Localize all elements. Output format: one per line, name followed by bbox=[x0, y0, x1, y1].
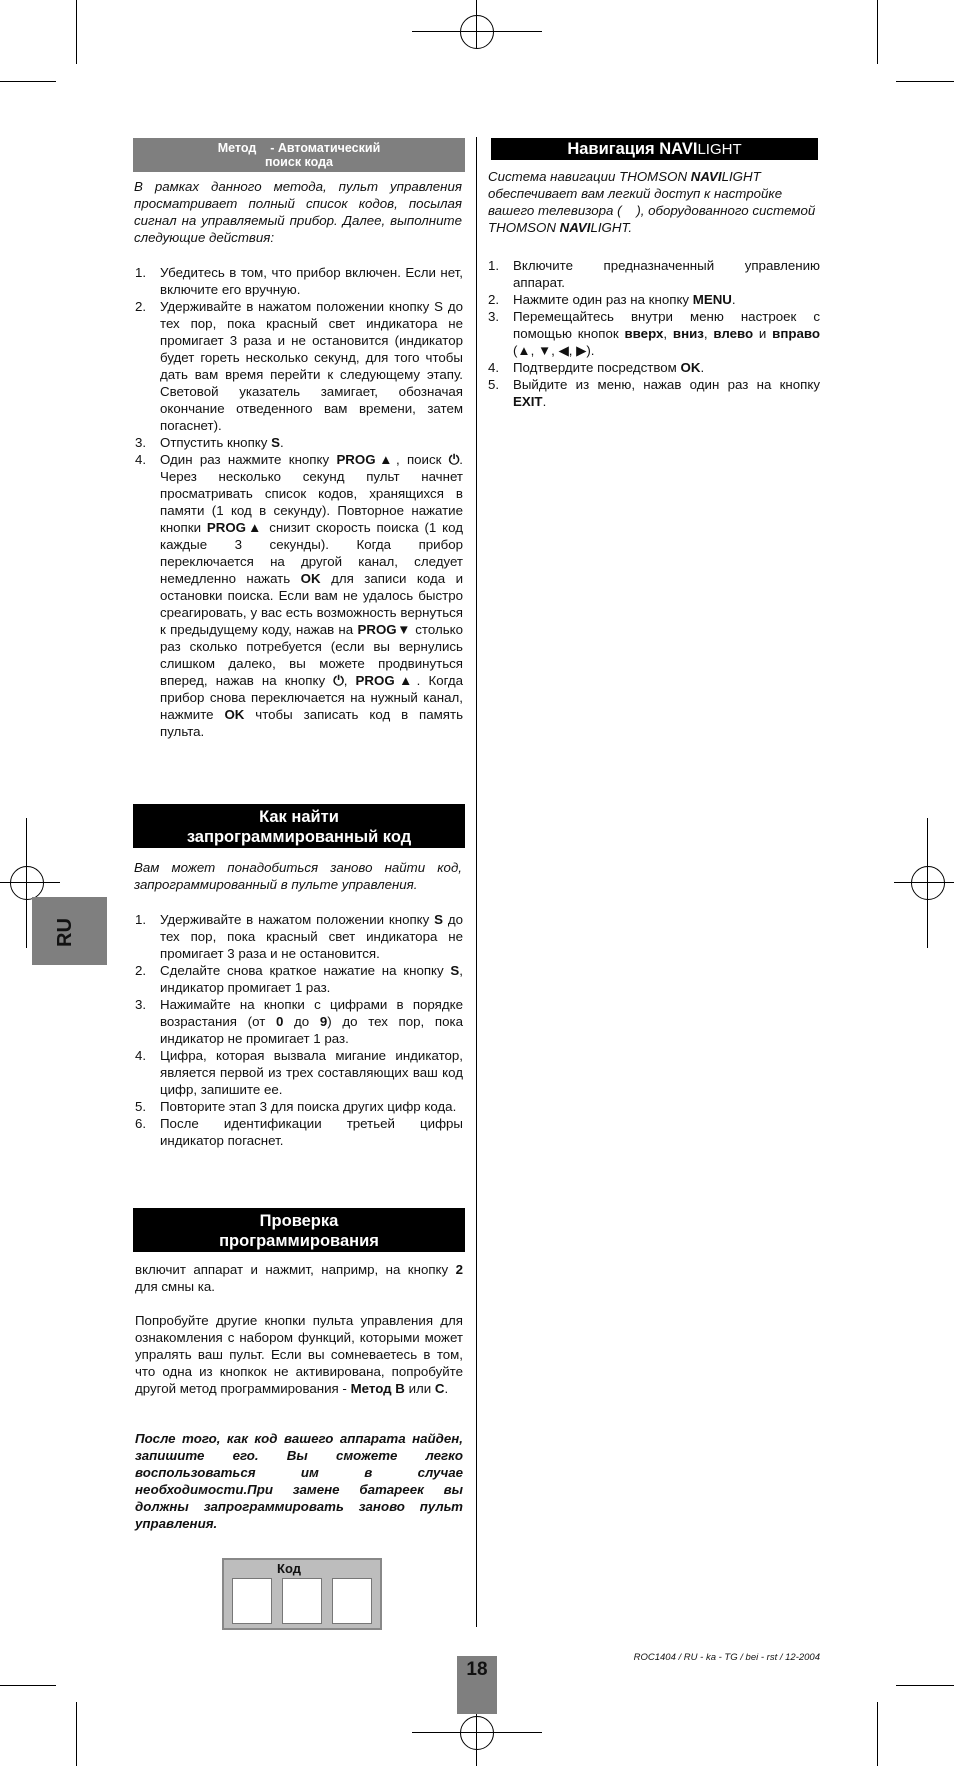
list-item: 3. Отпустить кнопку S. bbox=[135, 435, 284, 450]
footer-reference: ROC1404 / RU - ka - TG / bei - rst / 12-2004 bbox=[633, 1652, 820, 1663]
check-paragraph-2: Попробуйте другие кнопки пульта управления для ознакомления с набором функций, которыми может упралять ваш пульт. Если вы сомневаетесь в том, что одна из кнопкок не активирована, попробуйте другой метод программирования - Метод B или C. bbox=[135, 1313, 463, 1396]
method-a-header bbox=[133, 138, 465, 172]
check-header bbox=[133, 1208, 465, 1252]
find-code-title-line1: Как найти bbox=[259, 808, 339, 826]
registration-mark bbox=[26, 818, 27, 948]
crop-mark bbox=[0, 81, 56, 82]
registration-mark bbox=[412, 1732, 542, 1733]
registration-mark bbox=[10, 866, 44, 900]
code-box bbox=[222, 1558, 382, 1630]
registration-mark bbox=[476, 0, 477, 48]
code-digit-cell bbox=[282, 1578, 322, 1624]
list-item: 1. Включите предназначенный управлению аппарат. bbox=[488, 258, 820, 290]
column-divider bbox=[476, 137, 477, 1627]
method-a-intro: В рамках данного метода, пульт управления просматривает полный список кодов, посылая сигнал на управляемый прибор. Далее, выполните следующие действия: bbox=[134, 179, 462, 245]
check-title-line2: программирования bbox=[219, 1232, 379, 1250]
crop-mark bbox=[896, 81, 954, 82]
crop-mark bbox=[76, 0, 77, 64]
navi-title-prefix: Навигация bbox=[567, 140, 660, 158]
registration-mark bbox=[460, 15, 494, 49]
registration-mark bbox=[894, 882, 954, 883]
check-paragraph-1: включит аппарат и нажмит, напримр, на кнопку 2 для смны ка. bbox=[135, 1262, 463, 1294]
navi-title-bold: NAVI bbox=[659, 140, 698, 158]
list-item: 3. Нажимайте на кнопки с цифрами в порядке возрастания (от 0 до 9) до тех пор, пока индикатор не промигает 1 раз. bbox=[135, 997, 464, 1046]
find-code-intro: Вам может понадобиться заново найти код, запрограммированный в пульте управления. bbox=[134, 860, 462, 892]
navi-title-light: LIGHT bbox=[697, 141, 742, 158]
registration-mark bbox=[911, 866, 945, 900]
list-item: 5. Выйдите из меню, нажав один раз на кнопку EXIT. bbox=[488, 377, 820, 409]
code-box-label: Код bbox=[277, 1561, 301, 1576]
find-code-header bbox=[133, 804, 465, 848]
method-a-title-line1: Метод - Автоматический bbox=[217, 141, 381, 155]
check-title-line1: Проверка bbox=[259, 1212, 339, 1230]
list-item: 1. Убедитесь в том, что прибор включен. Если нет, включите его вручную. bbox=[135, 265, 463, 297]
list-item: 2. Нажмите один раз на кнопку MENU. bbox=[488, 292, 736, 307]
list-item: 4. Один раз нажмите кнопку PROG▲, поиск ⏻. Через несколько секунд пульт начнет просматривать список кодов, хранящихся в памяти (1 код в секунду). Повторное нажатие кнопки PROG▲ снизит скорость поиска (1 код каждые 3 секунды). Когда прибор переключается на другой канал, следует немедленно нажать OK для записи кода и остановки поиска. Если вам не удалось быстро среагировать, у вас есть возможность вернуться к предыдущему коду, нажав на PROG▼ столько раз сколько потребуется (если вы вернулись слишком далеко, вы можете продвинуться вперед, нажав на кнопку ⏻, PROG▲. Когда прибор снова переключается на нужный канал, нажмите OK чтобы записать код в память пульта. bbox=[135, 452, 464, 739]
crop-mark bbox=[76, 1702, 77, 1766]
crop-mark bbox=[0, 1685, 56, 1686]
list-item: 5. Повторите этап 3 для поиска других цифр кода. bbox=[135, 1099, 457, 1114]
list-item: 4. Цифра, которая вызвала мигание индикатор, является первой из трех составляющих ваш код цифр, запишите ее. bbox=[135, 1048, 463, 1097]
find-code-steps bbox=[135, 911, 463, 1149]
list-item: 4. Подтвердите посредством OK. bbox=[488, 360, 705, 375]
navi-intro: Система навигации THOMSON NAVILIGHT обеспечивает вам легкий доступ к настройке вашего телевизора ( ), оборудованного системой THOMSON NAVILIGHT. bbox=[488, 169, 816, 235]
registration-mark bbox=[412, 31, 542, 32]
registration-mark bbox=[476, 1710, 477, 1766]
language-tab bbox=[32, 897, 107, 965]
registration-mark bbox=[927, 818, 928, 948]
navi-header bbox=[491, 138, 818, 160]
list-item: 3. Перемещайтесь внутри меню настроек с помощью кнопок вверх, вниз, влево и вправо (▲, ▼, ◀, ▶). bbox=[488, 309, 820, 358]
find-code-title-line2: запрограммированный код bbox=[186, 828, 412, 846]
page-number-tab bbox=[457, 1656, 497, 1714]
language-tab-label: RU bbox=[53, 918, 76, 947]
method-a-title-line2: поиск кода bbox=[265, 155, 333, 169]
crop-mark bbox=[877, 0, 878, 64]
navi-steps bbox=[488, 257, 820, 410]
check-paragraph-3: После того, как код вашего аппарата найден, запишите его. Вы сможете легко воспользоваться им в случае необходимости.При замене батареек вы должны запрограммировать заново пульт управления. bbox=[135, 1431, 463, 1531]
list-item: 2. Сделайте снова краткое нажатие на кнопку S, индикатор промигает 1 раз. bbox=[135, 963, 463, 995]
registration-mark bbox=[0, 882, 60, 883]
registration-mark bbox=[460, 1716, 494, 1750]
list-item: 1. Удерживайте в нажатом положении кнопку S до тех пор, пока красный свет индикатора не промигает 3 раза и не остановится. bbox=[135, 912, 463, 961]
list-item: 6. После идентификации третьей цифры индикатор погаснет. bbox=[135, 1116, 463, 1148]
list-item: 2. Удерживайте в нажатом положении кнопку S до тех пор, пока красный свет индикатора не промигает 3 раза и не остановится (индикатор будет гореть несколько секунд, для того чтобы дать вам время перейти к следующему этапу. Световой указатель замигает, обозначая окончание отведенного вам времени, затем погаснет). bbox=[135, 299, 463, 433]
crop-mark bbox=[877, 1702, 878, 1766]
page-number: 18 bbox=[466, 1659, 488, 1680]
crop-mark bbox=[896, 1685, 954, 1686]
method-a-steps bbox=[135, 264, 463, 740]
code-digit-cell bbox=[232, 1578, 272, 1624]
code-digit-cell bbox=[332, 1578, 372, 1624]
